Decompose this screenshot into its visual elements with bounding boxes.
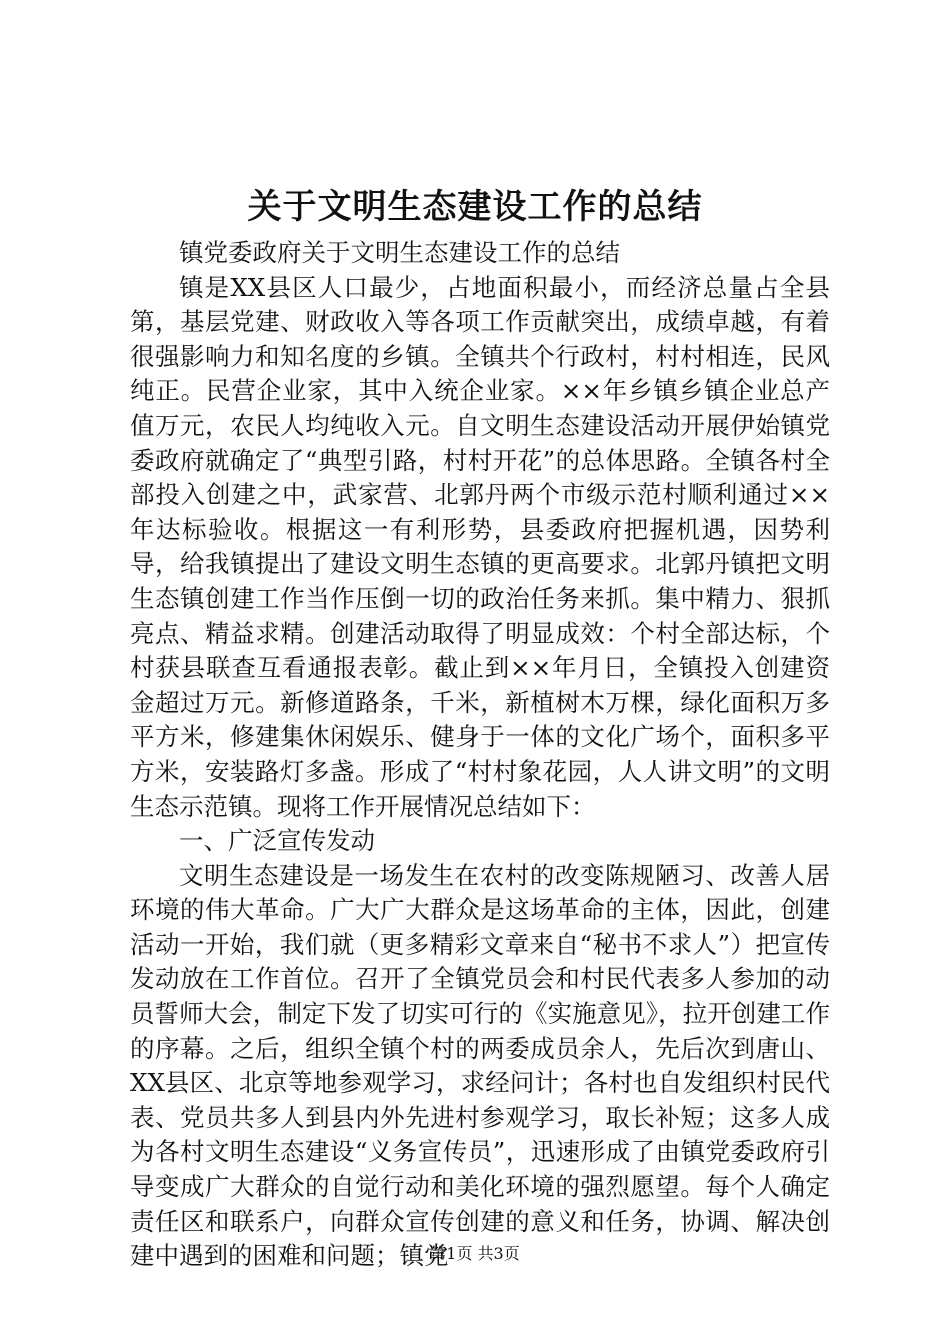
body-paragraph: 文明生态建设是一场发生在农村的改变陈规陋习、改善人居环境的伟大革命。广大广大群众是这场革命的主体，因此，创建活动一开始，我们就（更多精彩文章来自“秘书不求人”）把宣传发动放在工作首位。召开了全镇党员会和村民代表多人参加的动员誓师大会，制定下发了切实可行的《实施意见》，拉开创建工作的序幕。之后，组织全镇个村的两委成员余人，先后次到唐山、XX县区、北京等地参观学习，求经问计；各村也自发组织村民代表、党员共多人到县内外先进村参观学习，取长补短；这多人成为各村文明生态建设“义务宣传员”，迅速形成了由镇党委政府引导变成广大群众的自觉行动和美化环境的强烈愿望。每个人确定责任区和联系户，向群众宣传创建的意义和任务，协调、解决创建中遇到的困难和问题；镇党 <box>130 860 830 1271</box>
document-body <box>130 236 830 1274</box>
page-number-footer: 第1页 共3页 <box>430 1244 520 1263</box>
document-title: 关于文明生态建设工作的总结 <box>247 187 703 227</box>
body-paragraph: 镇是XX县区人口最少，占地面积最小，而经济总量占全县第，基层党建、财政收入等各项工作贡献突出，成绩卓越，有着很强影响力和知名度的乡镇。全镇共个行政村，村村相连，民风纯正。民营企业家，其中入统企业家。××年乡镇乡镇企业总产值万元，农民人均纯收入元。自文明生态建设活动开展伊始镇党委政府就确定了“典型引路，村村开花”的总体思路。全镇各村全部投入创建之中，武家营、北郭丹两个市级示范村顺利通过××年达标验收。根据这一有利形势，县委政府把握机遇，因势利导，给我镇提出了建设文明生态镇的更高要求。北郭丹镇把文明生态镇创建工作当作压倒一切的政治任务来抓。集中精力、狠抓亮点、精益求精。创建活动取得了明显成效：个村全部达标，个村获县联查互看通报表彰。截止到××年月日，全镇投入创建资金超过万元。新修道路条，千米，新植树木万棵，绿化面积万多平方米，修建集休闲娱乐、健身于一体的文化广场个，面积多平方米，安装路灯多盏。形成了“村村象花园，人人讲文明”的文明生态示范镇。现将工作开展情况总结如下： <box>130 272 830 821</box>
section-heading: 一、广泛宣传发动 <box>179 826 375 856</box>
subtitle-paragraph: 镇党委政府关于文明生态建设工作的总结 <box>179 238 620 267</box>
